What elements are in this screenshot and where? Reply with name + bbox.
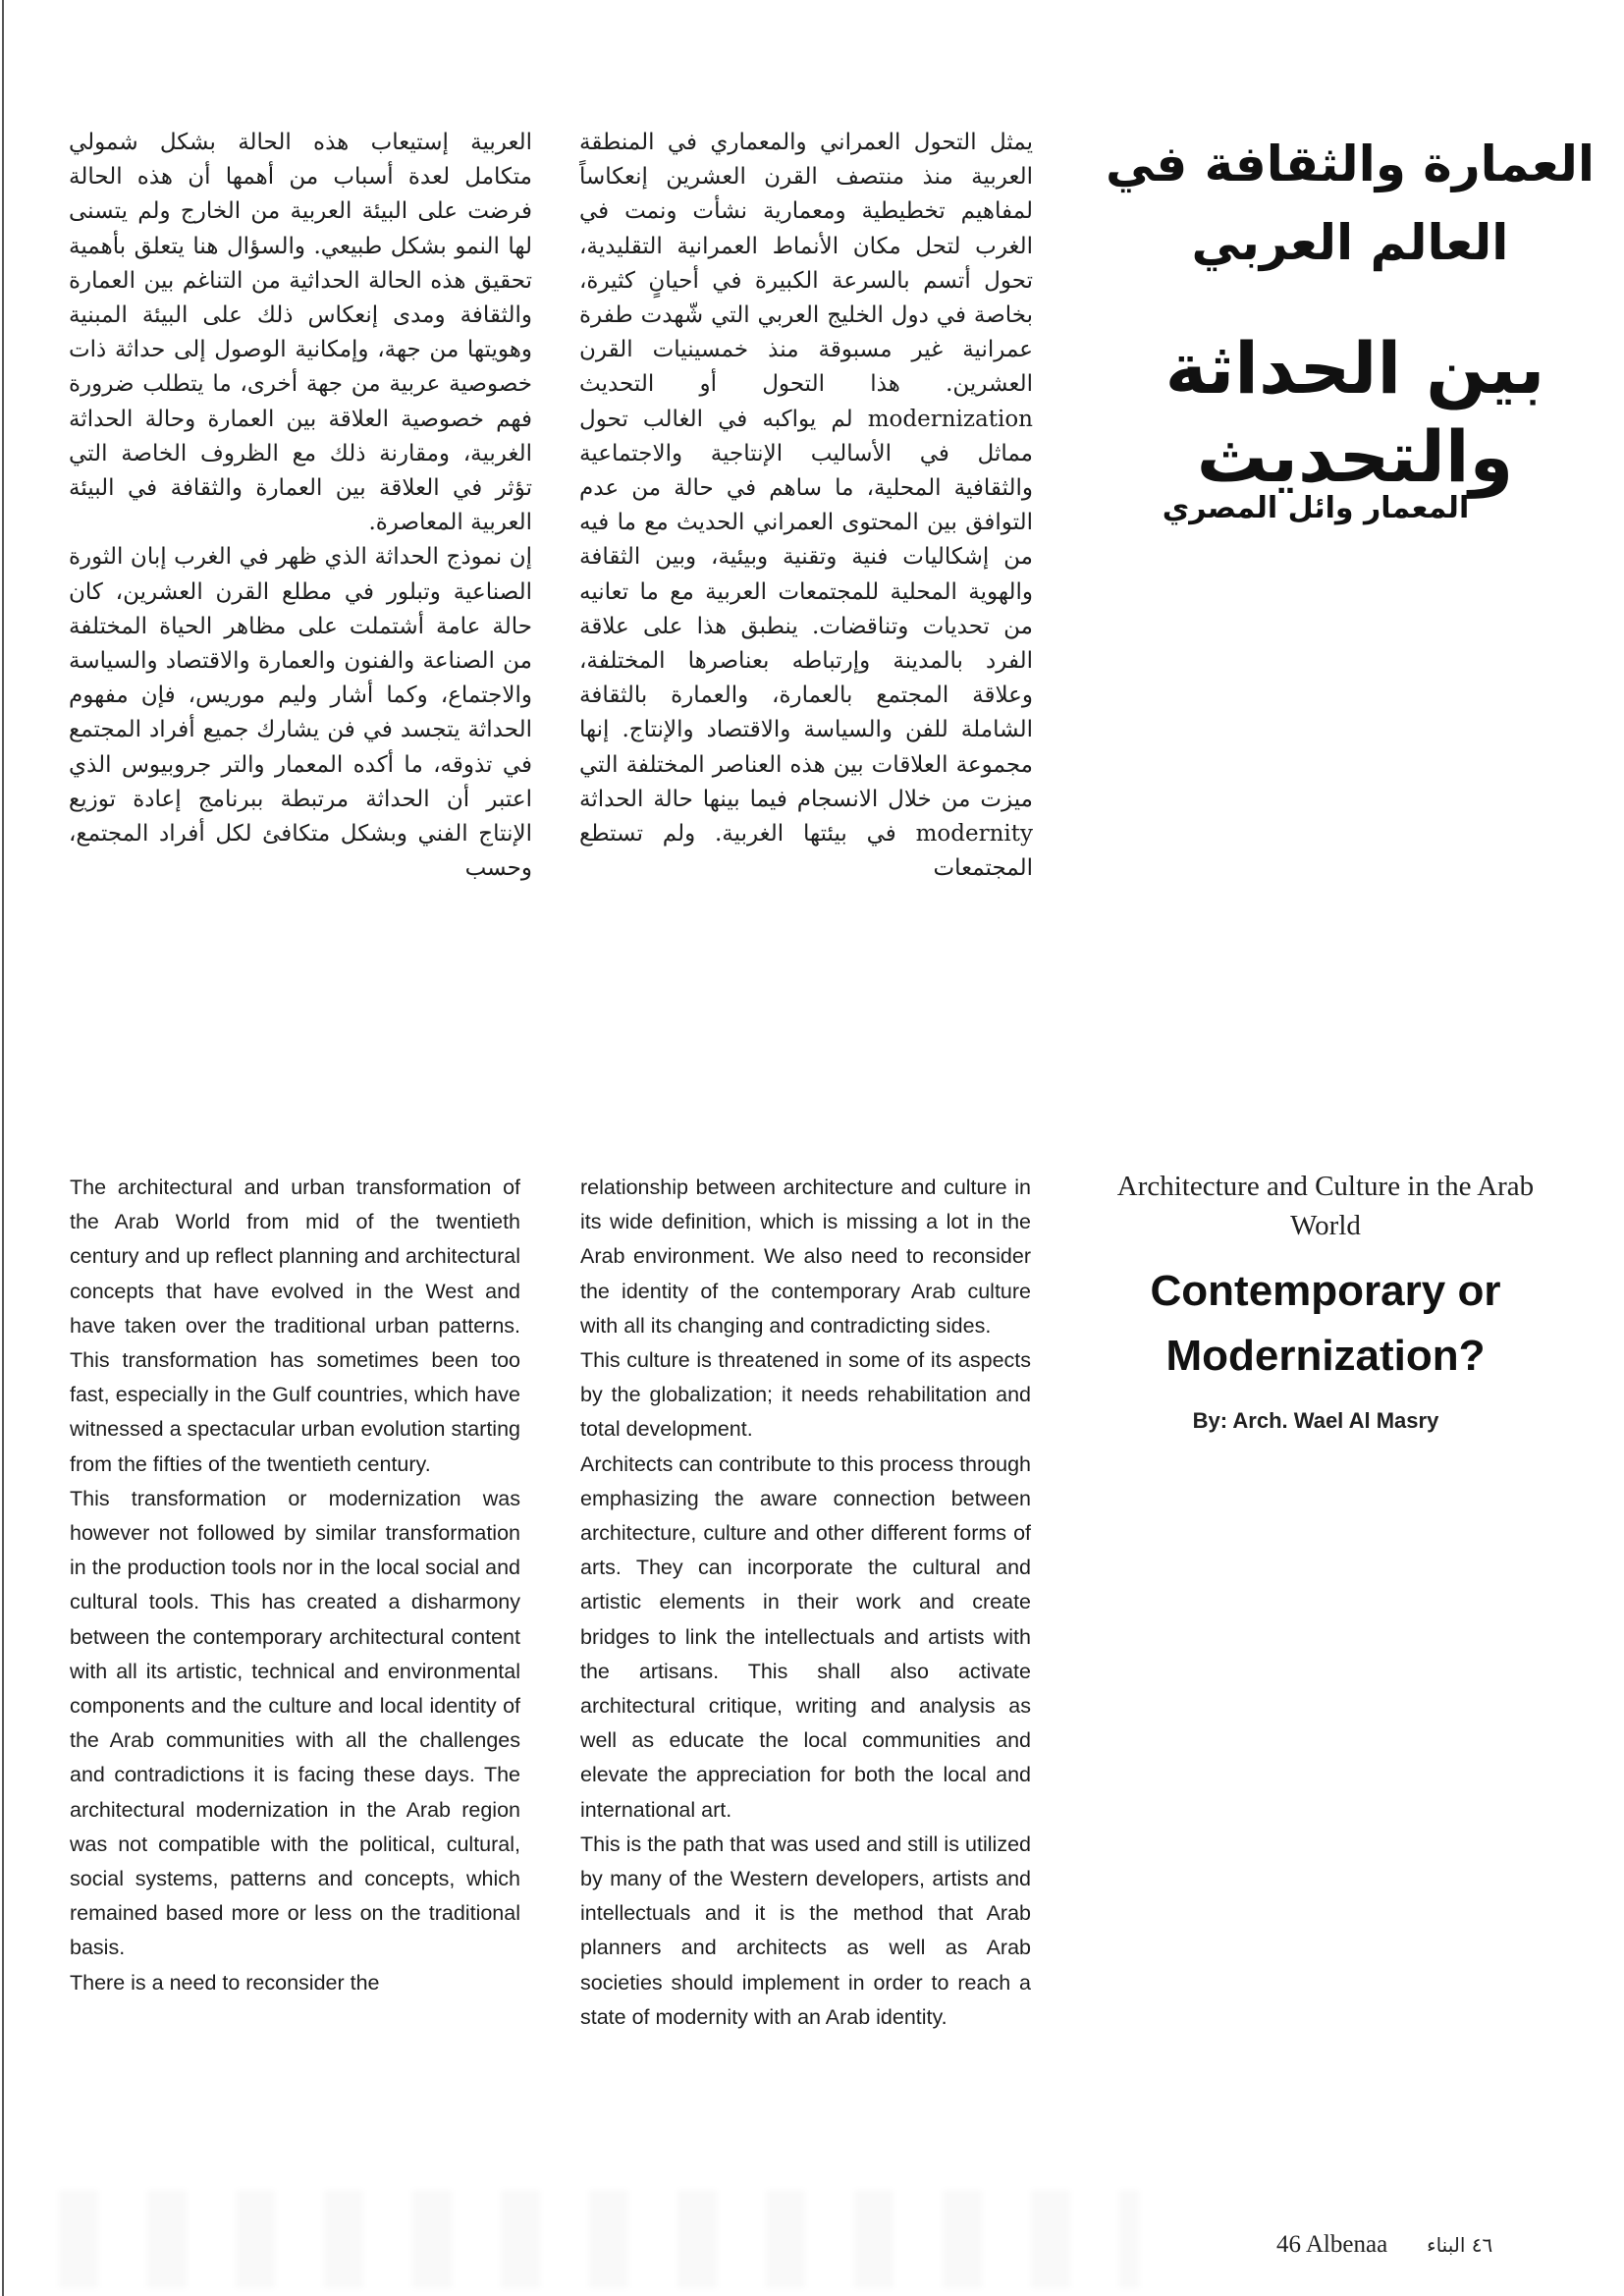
- english-title: Contemporary or Modernization?: [1150, 1267, 1501, 1380]
- arabic-paragraph: العربية إستيعاب هذه الحالة بشكل شمولي متكامل لعدة أسباب من أهمها أن هذه الحالة فرضت على البيئة العربية من الخارج ولم يتسنى لها النمو بشكل طبيعي. والسؤال هنا يتعلق بأهمية تحقيق هذه الحالة الحداثية من التناغم بين العمارة والثقافة ومدى إنعكاس ذلك على البيئة المبنية وهويتها من جهة، وإمكانية الوصول إلى حداثة ذات خصوصية عربية من جهة أخرى، ما يتطلب ضرورة فهم خصوصية العلاقة بين العمارة وحالة الحداثة الغربية، ومقارنة ذلك مع الظروف الخاصة التي تؤثر في العلاقة بين العمارة والثقافة في البيئة العربية المعاصرة.: [69, 130, 533, 536]
- arabic-paragraph: يمثل التحول العمراني والمعماري في المنطقة العربية منذ منتصف القرن العشرين إنعكاساً لمفاهيم تخطيطية ومعمارية نشأت ونمت في الغرب لتحل مكان الأنماط العمرانية التقليدية، تحول أتسم بالسرعة الكبيرة في أحيانٍ كثيرة، بخاصة في دول الخليج العربي التي شّهدت طفرة عمرانية غير مسبوقة منذ خمسينيات القرن العشرين. هذا التحول أو التحديث modernization لم يواكبه في الغالب تحول مماثل في الأساليب الإنتاجية والاجتماعية والثقافية المحلية، ما ساهم في حالة من عدم التوافق بين المحتوى العمراني الحديث مع ما فيه من إشكاليات فنية وتقنية وبيئية، وبين الثقافة والهوية المحلية للمجتمعات العربية مع ما تعانيه من تحديات وتناقضات. ينطبق هذا على علاقة الفرد بالمدينة وإرتباطه بعناصرها المختلفة، وعلاقة المجتمع بالعمارة، والعمارة بالثقافة الشاملة للفن والسياسة والاقتصاد والإنتاج. إنها مجموعة العلاقات بين هذه العناصر المختلفة التي ميزت من خلال الانسجام فيما بينها حالة الحداثة modernity في بيئتها الغربية. ولم تستطع المجتمعات: [579, 130, 1033, 882]
- english-column-right: [580, 1171, 1031, 2035]
- english-kicker: Architecture and Culture in the Arab World: [1116, 1171, 1535, 1241]
- page-number-arabic: ٤٦ البناء: [1427, 2233, 1493, 2257]
- page-number-english: 46 Albenaa: [1276, 2231, 1388, 2258]
- english-byline: By: Arch. Wael Al Masry: [1192, 1408, 1439, 1433]
- arabic-author: المعمار وائل المصري: [1162, 491, 1470, 525]
- arabic-column-left: [69, 126, 532, 886]
- english-paragraph: This culture is threatened in some of its aspects by the globalization; it needs rehabilitation and total development.: [580, 1348, 1031, 1442]
- page-folio: [1276, 2225, 1571, 2265]
- show-through-texture: [59, 2190, 1139, 2288]
- english-column-left: [70, 1171, 520, 2000]
- arabic-title-line-2: العالم العربي: [1191, 214, 1509, 271]
- arabic-column-right: [579, 126, 1033, 886]
- english-paragraph: This is the path that was used and still is utilized by many of the Western developers, artists and intellectuals and it is the method that Arab planners and architects as well as Arab societies should implement in order to reach a state of modernity with an Arab identity.: [580, 1831, 1031, 2029]
- page-edge-rule: [2, 0, 4, 2296]
- english-paragraph: This transformation or modernization was however not followed by similar transformation in the production tools nor in the local social and cultural tools. This has created a disharmony between the contemporary architectural content with all its artistic, technical and environmental components and the culture and local identity of the Arab communities with all the challenges and contradictions it is facing these days. The architectural modernization in the Arab region was not compatible with the political, cultural, social systems, patterns and concepts, which remained based more or less on the traditional basis.: [70, 1486, 520, 1960]
- english-paragraph: There is a need to reconsider the: [70, 1970, 380, 1995]
- english-paragraph: Architects can contribute to this process through emphasizing the aware connection between architecture, culture and other different forms of arts. They can incorporate the cultural and artistic elements in their work and create bridges to link the intellectuals and artists with the artisans. This shall also activate architectural critique, writing and analysis as well as educate the local communities and elevate the appreciation for both the local and international art.: [580, 1451, 1031, 1822]
- english-paragraph: The architectural and urban transformation of the Arab World from mid of the twentieth century and up reflect planning and architectural concepts that have evolved in the West and have taken over the traditional urban patterns. This transformation has sometimes been too fast, especially in the Gulf countries, which have witnessed a spectacular urban evolution starting from the fifties of the twentieth century.: [70, 1175, 520, 1476]
- arabic-title-main: بين الحداثة والتحديث: [1164, 327, 1545, 498]
- english-paragraph: relationship between architecture and culture in its wide definition, which is missing a lot in the Arab environment. We also need to reconsider the identity of the contemporary Arab culture with all its changing and contradicting sides.: [580, 1175, 1031, 1338]
- arabic-paragraph: إن نموذج الحداثة الذي ظهر في الغرب إبان الثورة الصناعية وتبلور في مطلع القرن العشرين، كان حالة عامة أشتملت على مظاهر الحياة المختلفة من الصناعة والفنون والعمارة والاقتصاد والسياسة والاجتماع، وكما أشار وليم موريس، فإن مفهوم الحداثة يتجسد في فن يشارك جميع أفراد المجتمع في تذوقه، ما أكده المعمار والتر جروبيوس الذي اعتبر أن الحداثة مرتبطة ببرنامج إعادة توزيع الإنتاج الفني وبشكل متكافئ لكل أفراد المجتمع، وحسب: [69, 544, 532, 882]
- arabic-title-line-1: العمارة والثقافة في: [1105, 136, 1596, 192]
